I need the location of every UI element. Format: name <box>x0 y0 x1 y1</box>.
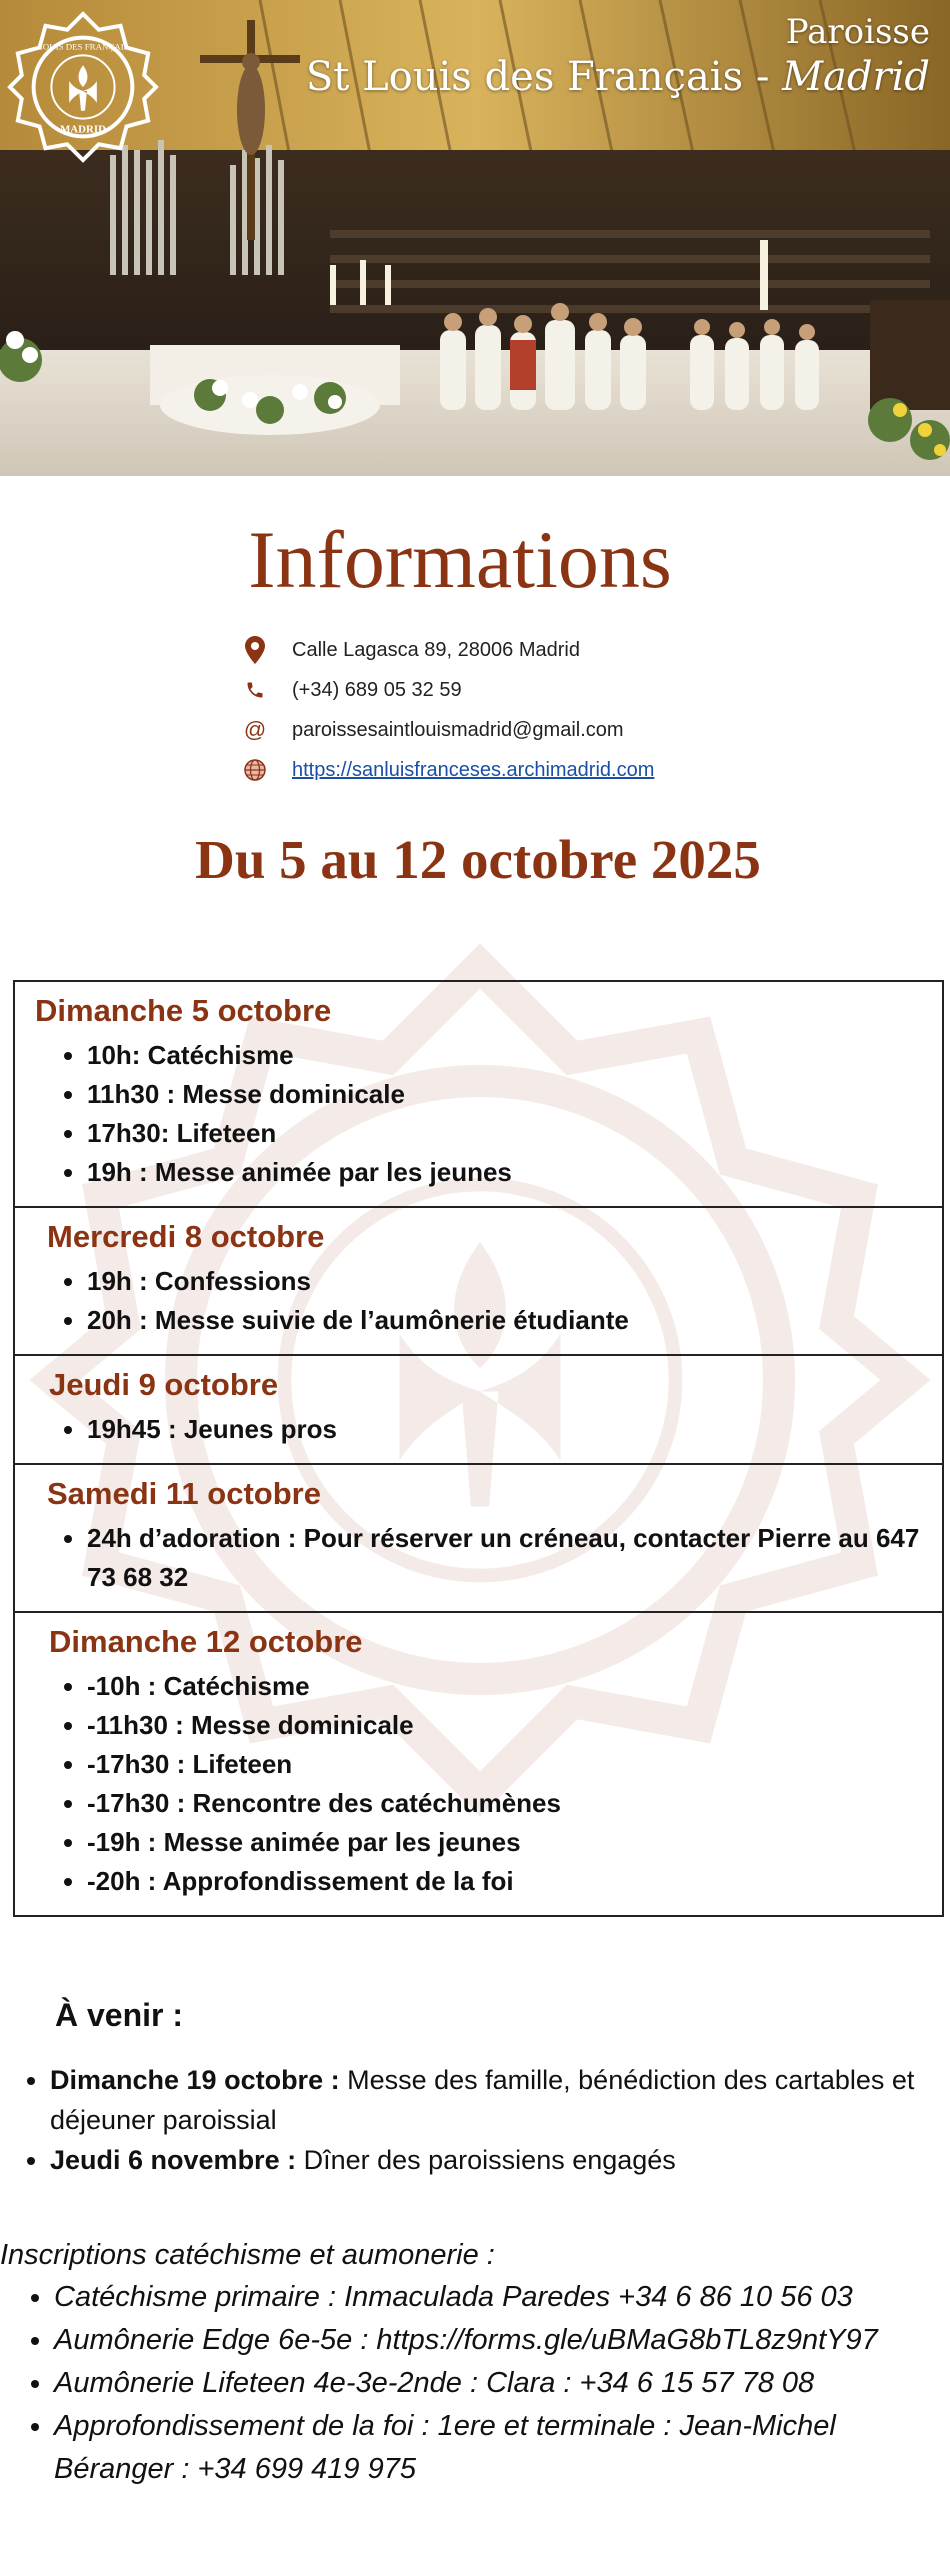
schedule-day <box>13 1465 944 1613</box>
schedule-item: • 24h d’adoration : Pour réserver un créneau, contacter Pierre au 647 73 68 32 <box>87 1519 926 1597</box>
upcoming-list <box>0 2060 940 2180</box>
inscriptions-list <box>0 2276 930 2491</box>
schedule-item: • 17h30: Lifeteen <box>87 1114 926 1153</box>
upcoming-item <box>50 2060 940 2140</box>
schedule-item: • -10h : Catéchisme <box>87 1667 926 1706</box>
contact-list <box>240 630 654 790</box>
parish-seal-logo <box>4 8 162 166</box>
upcoming-text: Dîner des paroissiens engagés <box>296 2145 676 2175</box>
day-title: Dimanche 12 octobre <box>49 1624 363 1659</box>
upcoming-text: Messe des famille, bénédiction des cartables et déjeuner paroissial <box>50 2065 915 2135</box>
schedule-item: • 19h : Confessions <box>87 1262 926 1301</box>
contact-website <box>240 750 654 790</box>
logo-ring-text: LOUIS DES FRANÇAIS <box>37 41 129 52</box>
contact-address-text: Calle Lagasca 89, 28006 Madrid <box>292 638 580 661</box>
contact-email <box>240 710 654 750</box>
contact-address <box>240 630 654 670</box>
day-title: Mercredi 8 octobre <box>47 1219 325 1254</box>
location-pin-icon <box>240 636 270 664</box>
upcoming-heading: À venir : <box>55 1997 184 2033</box>
hero-banner <box>0 0 950 476</box>
schedule-item: • -11h30 : Messe dominicale <box>87 1706 926 1745</box>
schedule-item: • 19h : Messe animée par les jeunes <box>87 1153 926 1192</box>
schedule-item: • 19h45 : Jeunes pros <box>87 1410 926 1449</box>
header-line2-italic: Madrid <box>782 54 930 100</box>
header-line2-main: St Louis des Français - <box>305 54 783 100</box>
schedule-day <box>13 1356 944 1465</box>
day-title: Jeudi 9 octobre <box>49 1367 279 1402</box>
info-title: Informations <box>248 514 672 605</box>
schedule-item: • -17h30 : Rencontre des catéchumènes <box>87 1784 926 1823</box>
schedule-item: • -17h30 : Lifeteen <box>87 1745 926 1784</box>
upcoming-date: Jeudi 6 novembre : <box>50 2145 297 2175</box>
schedule-day <box>13 1208 944 1356</box>
logo-bottom-text: MADRID <box>60 123 106 136</box>
weekly-schedule <box>13 980 944 1917</box>
contact-phone <box>240 670 654 710</box>
phone-icon <box>240 680 270 700</box>
day-title: Dimanche 5 octobre <box>35 993 332 1028</box>
schedule-day <box>13 1613 944 1917</box>
parish-name-header <box>306 12 930 102</box>
inscription-item: • Catéchisme primaire : Inmaculada Paredes +34 6 86 10 56 03 <box>54 2276 930 2319</box>
contact-phone-text: (+34) 689 05 32 59 <box>292 678 462 701</box>
inscription-item: • Aumônerie Edge 6e-5e : https://forms.gle/uBMaG8bTL8z9ntY97 <box>54 2319 930 2362</box>
header-line1: Paroisse <box>785 12 930 52</box>
schedule-item: • 10h: Catéchisme <box>87 1036 926 1075</box>
schedule-item: • -20h : Approfondissement de la foi <box>87 1862 926 1901</box>
inscription-item: • Aumônerie Lifeteen 4e-3e-2nde : Clara : +34 6 15 57 78 08 <box>54 2362 930 2405</box>
upcoming-date: Dimanche 19 octobre : <box>50 2065 340 2095</box>
week-title: Du 5 au 12 octobre 2025 <box>195 829 761 890</box>
inscriptions-heading: Inscriptions catéchisme et aumonerie : <box>0 2239 495 2271</box>
header-line2 <box>306 52 930 102</box>
website-link[interactable]: https://sanluisfranceses.archimadrid.com <box>292 758 655 781</box>
schedule-item: • 11h30 : Messe dominicale <box>87 1075 926 1114</box>
day-title: Samedi 11 octobre <box>47 1476 321 1511</box>
inscription-item: • Approfondissement de la foi : 1ere et terminale : Jean-Michel Béranger : +34 699 419 975 <box>54 2405 930 2491</box>
schedule-item: • 20h : Messe suivie de l’aumônerie étudiante <box>87 1301 926 1340</box>
upcoming-item <box>50 2140 940 2180</box>
contact-email-text: paroissesaintlouismadrid@gmail.com <box>292 718 624 741</box>
schedule-day <box>13 980 944 1208</box>
at-sign-icon: @ <box>243 717 267 742</box>
globe-icon <box>240 759 270 781</box>
schedule-item: • -19h : Messe animée par les jeunes <box>87 1823 926 1862</box>
